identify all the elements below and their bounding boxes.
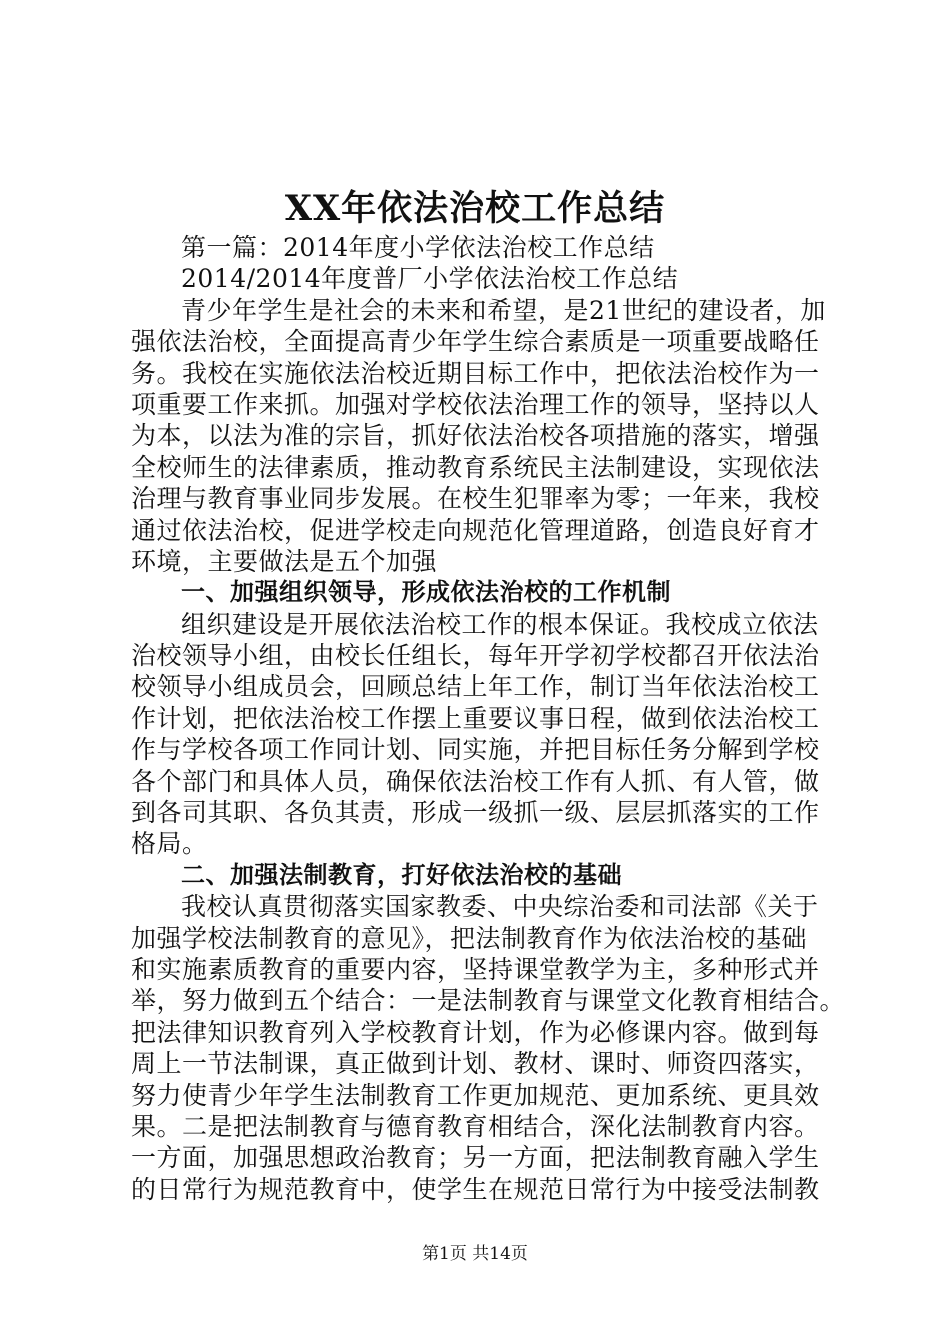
text-line: 通过依法治校，促进学校走向规范化管理道路，创造良好育才	[131, 515, 820, 545]
text-line: 作与学校各项工作同计划、同实施，并把目标任务分解到学校	[131, 735, 820, 765]
text-line: 和实施素质教育的重要内容，坚持课堂教学为主，多种形式并	[131, 954, 820, 984]
text-line: 青少年学生是社会的未来和希望，是21世纪的建设者，加	[181, 295, 826, 325]
text-line: 全校师生的法律素质，推动教育系统民主法制建设，实现依法	[131, 452, 820, 482]
text-line: 我校认真贯彻落实国家教委、中央综治委和司法部《关于	[181, 892, 819, 922]
text-line: 把法律知识教育列入学校教育计划，作为必修课内容。做到每	[131, 1017, 820, 1047]
document-body	[131, 232, 846, 1205]
text-line: 组织建设是开展依法治校工作的根本保证。我校成立依法	[181, 609, 819, 639]
text-line: 果。二是把法制教育与德育教育相结合，深化法制教育内容。	[131, 1111, 820, 1141]
text-line: 举，努力做到五个结合：一是法制教育与课堂文化教育相结合。	[131, 986, 846, 1016]
text-line: 努力使青少年学生法制教育工作更加规范、更加系统、更具效	[131, 1080, 820, 1110]
text-line: 的日常行为规范教育中，使学生在规范日常行为中接受法制教	[131, 1174, 820, 1204]
text-line: 到各司其职、各负其责，形成一级抓一级、层层抓落实的工作	[131, 798, 820, 828]
text-line: 加强学校法制教育的意见》，把法制教育作为依法治校的基础	[131, 923, 808, 953]
page-footer: 第1页 共14页	[422, 1244, 528, 1264]
text-line: 为本，以法为准的宗旨，抓好依法治校各项措施的落实，增强	[131, 421, 820, 451]
text-line: 治校领导小组，由校长任组长，每年开学初学校都召开依法治	[131, 641, 820, 671]
text-line: 项重要工作来抓。加强对学校依法治理工作的领导，坚持以人	[131, 389, 820, 419]
text-line: 周上一节法制课，真正做到计划、教材、课时、师资四落实，	[131, 1049, 820, 1079]
text-line: 务。我校在实施依法治校近期目标工作中，把依法治校作为一	[131, 358, 820, 388]
text-line: 校领导小组成员会，回顾总结上年工作，制订当年依法治校工	[131, 672, 820, 702]
section-heading: 二、加强法制教育，打好依法治校的基础	[181, 860, 622, 889]
text-line: 2014/2014年度普厂小学依法治校工作总结	[181, 264, 679, 294]
section-heading: 一、加强组织领导，形成依法治校的工作机制	[181, 578, 671, 607]
text-line: 强依法治校，全面提高青少年学生综合素质是一项重要战略任	[131, 327, 820, 357]
text-line: 治理与教育事业同步发展。在校生犯罪率为零；一年来，我校	[131, 484, 820, 514]
document-title: XX年依法治校工作总结	[284, 188, 666, 229]
text-line: 一方面，加强思想政治教育；另一方面，把法制教育融入学生	[131, 1143, 820, 1173]
text-line: 各个部门和具体人员，确保依法治校工作有人抓、有人管，做	[131, 766, 820, 796]
text-line: 作计划，把依法治校工作摆上重要议事日程，做到依法治校工	[131, 703, 820, 733]
text-line: 环境，主要做法是五个加强	[131, 546, 438, 576]
text-line: 格局。	[131, 829, 208, 859]
text-line: 第一篇：2014年度小学依法治校工作总结	[181, 233, 655, 262]
